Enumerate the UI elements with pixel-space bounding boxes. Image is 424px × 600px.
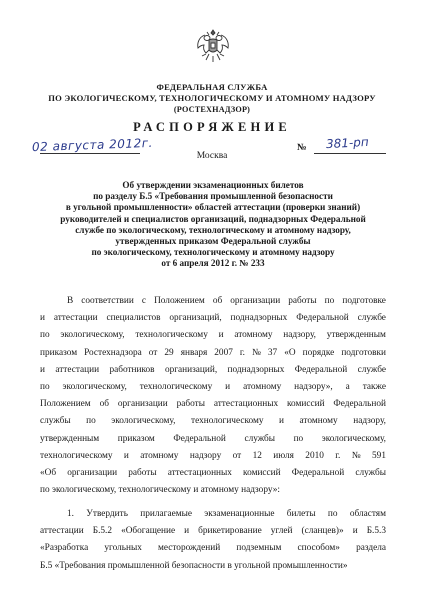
title-line: по разделу Б.5 «Требования промышленной безопасности [93,191,333,202]
paragraph-line: по экологическому, технологическому и атомному надзору», а также [40,381,386,392]
paragraph-line: по экологическому, технологическому и атомному надзору, утвержденным [40,330,386,341]
paragraph-line: «Разработка угольных месторождений подземным способом» раздела [40,543,386,554]
title-line: руководителей и специалистов организаций, поднадзорных Федеральной [60,213,366,224]
paragraph-line: Положением об организации работы аттестационных комиссий Федеральной [40,399,386,410]
paragraph-line: «Об организации работы аттестационных комиссий Федеральной службы [40,467,386,478]
paragraph-line: и аттестации специалистов организаций, поднадзорных Федеральной службе [40,313,386,324]
paragraph-line: технологическому и атомному надзору от 12 июля 2010 г. № 591 [40,450,386,461]
title-line: утвержденных приказом Федеральной службы [115,236,311,247]
paragraph-line: приказом Ростехнадзора от 29 января 2007 г. № 37 «О порядке подготовки [40,347,386,358]
handwritten-number: 381-рп [325,134,370,152]
paragraph-line: по экологическому, технологическому и атомному надзору»: [40,485,280,496]
handwritten-date: 02 августа 2012г. [31,135,154,155]
title-line: Об утверждении экзаменационных билетов [122,180,304,190]
paragraph-line: утвержденным приказом Федеральной службы по экологическому, [40,433,386,444]
agency-name-line2: ПО ЭКОЛОГИЧЕСКОМУ, ТЕХНОЛОГИЧЕСКОМУ И АТОМНОМУ НАДЗОРУ [48,93,376,103]
title-line: в угольной промышленности» областей аттестации (проверки знаний) [65,202,361,213]
paragraph-line: службы по экологическому, технологическому и атомному надзору, [40,416,386,427]
body-paragraph-preamble [40,293,386,499]
paragraph-line: Б.5 «Требования промышленной безопасности в угольной промышленности» [40,560,348,571]
title-line: от 6 апреля 2012 г. № 233 [161,258,265,269]
body-paragraph-order-item-1 [40,506,386,575]
paragraph-line: 1. Утвердить прилагаемые экзаменационные билеты по областям [67,509,386,519]
agency-abbreviation: (РОСТЕХНАДЗОР) [173,105,251,114]
title-line: службе по экологическому, технологическому и атомному надзору, [75,224,351,235]
paragraph-line: В соответствии с Положением об организации работы по подготовке [67,296,386,306]
agency-name-line1: ФЕДЕРАЛЬНАЯ СЛУЖБА [156,82,268,92]
document-type-title: РАСПОРЯЖЕНИЕ [133,120,291,134]
document-subject-title [40,180,386,270]
paragraph-line: и аттестации работников организаций, поднадзорных Федеральной службе [40,364,386,375]
city-name: Москва [196,151,228,161]
number-label: № [297,143,307,153]
title-line: по экологическому, технологическому и атомному надзору [91,247,335,258]
paragraph-line: аттестации Б.5.2 «Обогащение и брикетирование углей (сланцев)» и Б.5.3 [40,526,386,537]
coat-of-arms-icon [196,26,230,66]
number-underline [314,153,386,154]
